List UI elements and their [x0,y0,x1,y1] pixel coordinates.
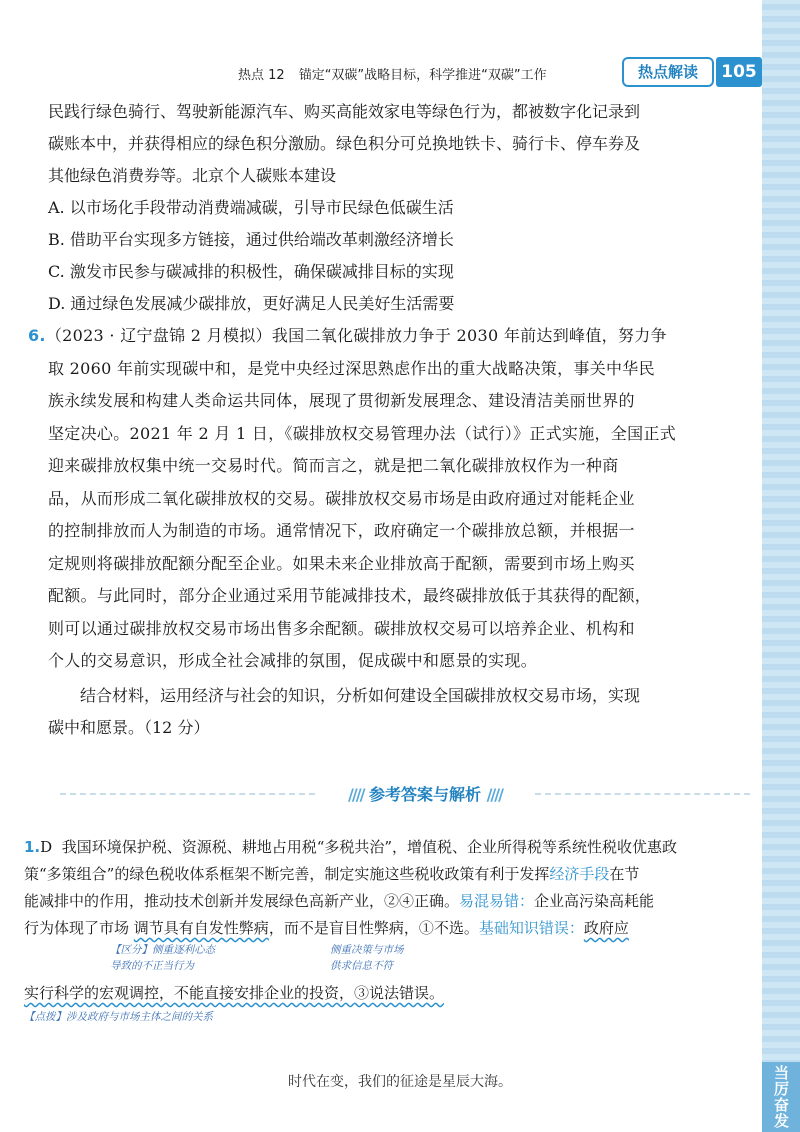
q6-line: 族永续发展和构建人类命运共同体，展现了贯彻新发展理念、建设清洁美丽世界的 [48,391,635,410]
q6-line: 的控制排放而人为制造的市场。通常情况下，政府确定一个碳排放总额，并根据一 [48,521,635,540]
answer-line: 策“多策组合”的绿色税收体系框架不断完善，制定实施这些税收政策有利于发挥经济手段在节 [24,865,640,883]
q6-line: 则可以通过碳排放权交易市场出售多余配额。碳排放权交易可以培养企业、机构和 [48,618,635,638]
q6-line: 迎来碳排放权集中统一交易时代。简而言之，就是把二氧化碳排放权作为一种商 [48,456,619,475]
answer-line: 1.D 我国环境保护税、资源税、耕地占用税“多税共治”，增值税、企业所得税等系统性税收优惠政 [24,838,678,856]
handwritten-note-bottom: 【点拨】涉及政府与市场主体之间的关系 [24,1011,213,1023]
q5-stem-line: 碳账本中，并获得相应的绿色积分激励。绿色积分可兑换地铁卡、骑行卡、停车券及 [48,134,641,153]
answer-section-header [60,782,750,806]
q5-option-d: D. 通过绿色发展减少碳排放，更好满足人民美好生活需要 [48,294,455,313]
q6-line: 品，从而形成二氧化碳排放权的交易。碳排放权交易市场是由政府通过对能耗企业 [48,488,635,508]
q5-option-c: C. 激发市民参与碳减排的积极性，确保碳减排目标的实现 [48,262,454,281]
page-edge-strip [762,0,800,1132]
underlined-phrase: 调节具有自发性弊病 [133,919,269,937]
main-content [28,96,756,744]
section-badge: 热点解读 [622,57,714,87]
header-topic [238,64,547,83]
q6-line: 取 2060 年前实现碳中和，是党中央经过深思熟虑作出的重大战略决策，事关中华民 [48,358,655,378]
q6-prompt: 碳中和愿景。（12 分） [48,717,210,737]
q6-line: 个人的交易意识，形成全社会减排的氛围，促成碳中和愿景的实现。 [48,651,538,670]
highlight-term: 经济手段 [549,865,610,883]
tip-tag: 基础知识错误： [478,919,584,937]
tip-tag: 易混易错： [459,892,535,910]
handwritten-note-left: 【区分】侧重逐利心态 导致的不正当行为 [110,944,215,972]
q6-line: 配额。与此同时，部分企业通过采用节能减排技术，最终碳排放低于其获得的配额， [48,586,652,605]
answer-line: 行为体现了市场 调节具有自发性弊病，而不是盲目性弊病，①不选。基础知识错误：政府应 [24,919,629,937]
q6-line: 坚定决心。2021 年 2 月 1 日，《碳排放权交易管理办法（试行）》正式实施，全国正式 [48,423,677,443]
answer-line: 能减排中的作用，推动技术创新并发展绿色高新产业，②④正确。易混易错：企业高污染高耗能 [24,892,655,910]
q6-line: 6.（2023 · 辽宁盘锦 2 月模拟）我国二氧化碳排放力争于 2030 年前达到峰值，努力争 [28,326,667,345]
answer-line: 实行科学的宏观调控，不能直接安排企业的投资，③说法错误。 [24,984,445,1002]
q6-prompt: 结合材料，运用经济与社会的知识，分析如何建设全国碳排放权交易市场，实现 [80,685,641,705]
q5-option-a: A. 以市场化手段带动消费端减碳，引导市民绿色低碳生活 [48,198,454,217]
handwritten-notes [24,942,734,980]
handwritten-note-right: 侧重决策与市场 供求信息不符 [330,944,404,972]
side-tab: 当厉奋发 [762,1062,800,1132]
q6-line: 定规则将碳排放配额分配至企业。如果未来企业排放高于配额，需要到市场上购买 [48,553,635,573]
q5-stem-line: 民践行绿色骑行、驾驶新能源汽车、购买高能效家电等绿色行为，都被数字化记录到 [48,102,641,121]
answer-item-1 [24,834,734,1025]
topic-title: 锚定“双碳”战略目标，科学推进“双碳”工作 [298,68,547,83]
footer-slogan: 时代在变，我们的征途是星辰大海。 [288,1074,512,1090]
page-header [0,52,800,92]
q5-stem-line: 其他绿色消费券等。北京个人碳账本建设 [48,166,337,185]
topic-number: 热点 12 [238,68,285,83]
q6-number: 6. [28,326,46,345]
q5-option-b: B. 借助平台实现多方链接，通过供给端改革刺激经济增长 [48,230,454,249]
page-number: 105 [716,57,762,87]
answer-section-title: //// 参考答案与解析 //// [348,785,502,804]
